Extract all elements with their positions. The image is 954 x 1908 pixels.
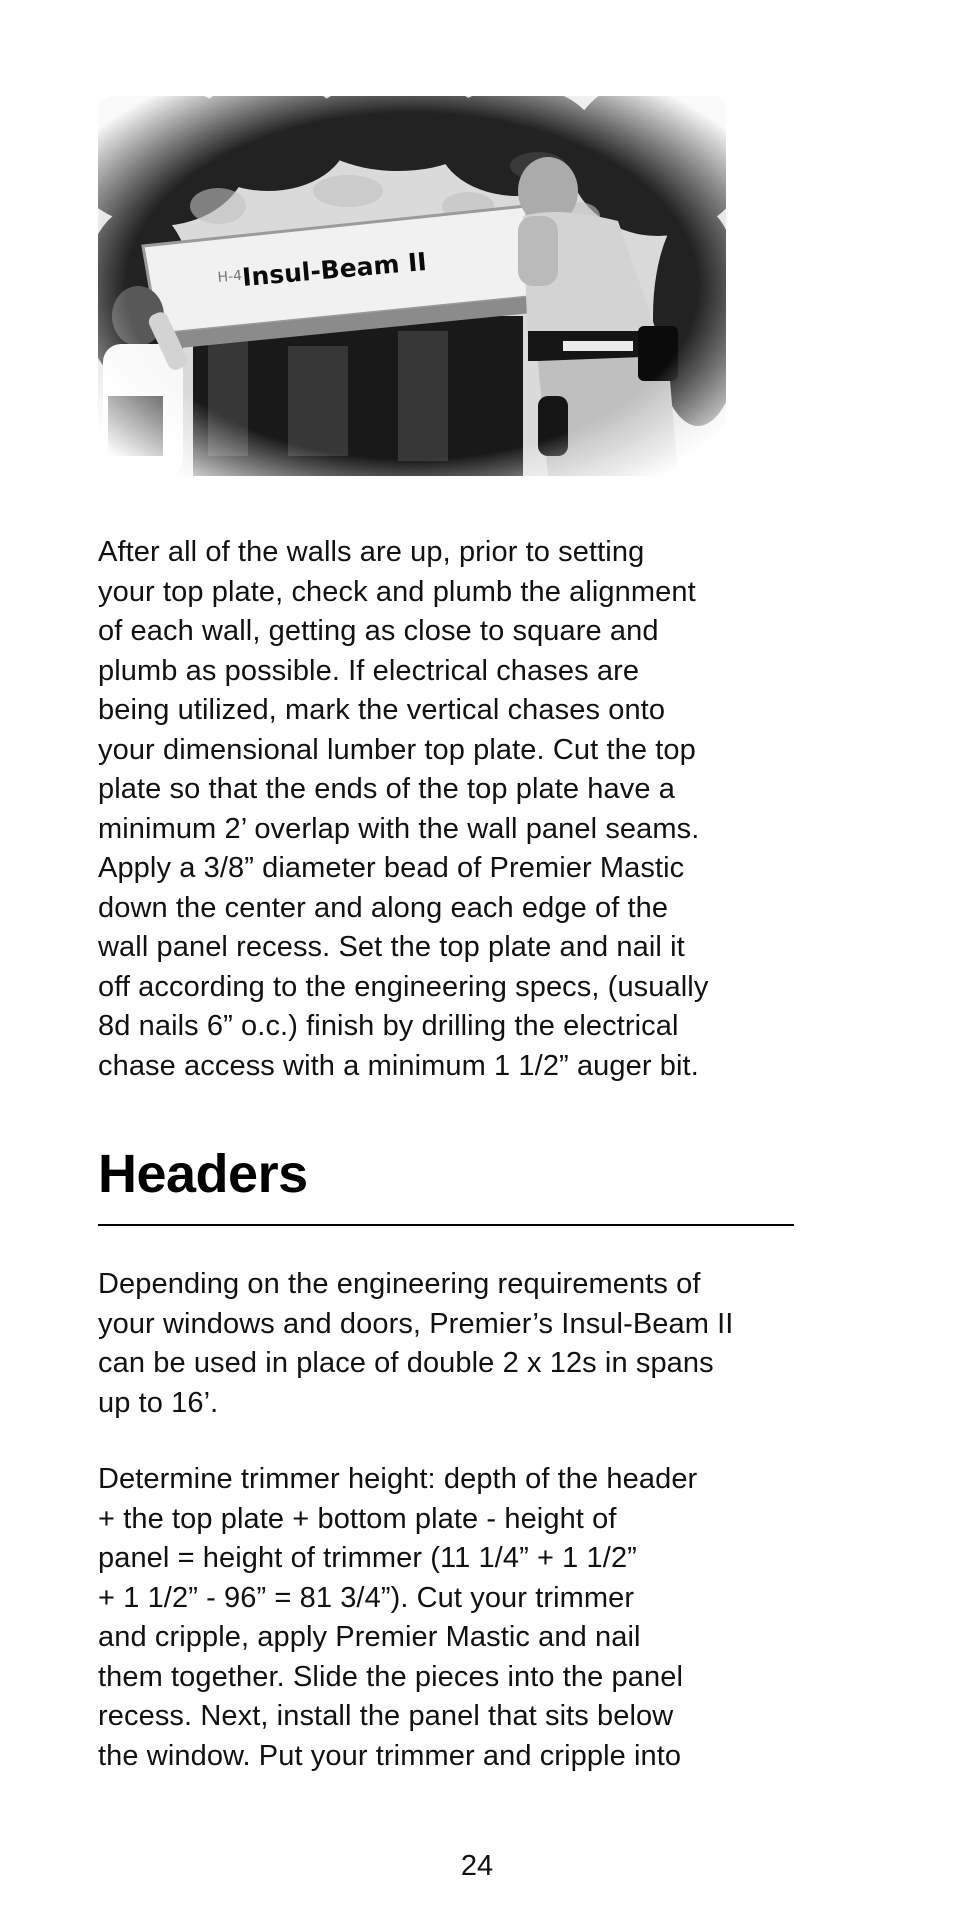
page-number: 24 bbox=[460, 1850, 494, 1882]
photo-vignette bbox=[98, 96, 726, 476]
paragraph-headers-intro: Depending on the engineering requirements of your windows and doors, Premier’s Insul-Beam II can be used in place of double 2 x 12s in spans up to 16’. bbox=[98, 1268, 734, 1419]
paragraph-top-plate: After all of the walls are up, prior to setting your top plate, check and plumb the alignment of each wall, getting as close to square and plumb as possible. If electrical chases are being utilized, mark the vertical chases onto your dimensional lumber top plate. Cut the top plate so that the ends of the top plate have a minimum 2’ overlap with the wall panel seams. Apply a 3/8” diameter bead of Premier Mastic down the center and along each edge of the wall panel recess. Set the top plate and nail it off according to the engineering specs, (usually 8d nails 6” o.c.) finish by drilling the electrical chase access with a minimum 1 1/2” auger bit. bbox=[98, 536, 709, 1082]
heading-underline bbox=[98, 1224, 794, 1226]
photo-illustration bbox=[98, 96, 726, 476]
paragraph-trimmer-height: Determine trimmer height: depth of the header + the top plate + bottom plate - height of panel = height of trimmer (11 1/4” + 1 1/2” + 1 1/2” - 96” = 81 3/4”). Cut your trimmer and cripple, apply Premier Mastic and nail them together. Slide the pieces into the panel recess. Next, install the panel that sits below the window. Put your trimmer and cripple into bbox=[98, 1463, 698, 1772]
insul-beam-photo bbox=[98, 96, 726, 476]
section-heading-headers: Headers bbox=[98, 1144, 308, 1204]
